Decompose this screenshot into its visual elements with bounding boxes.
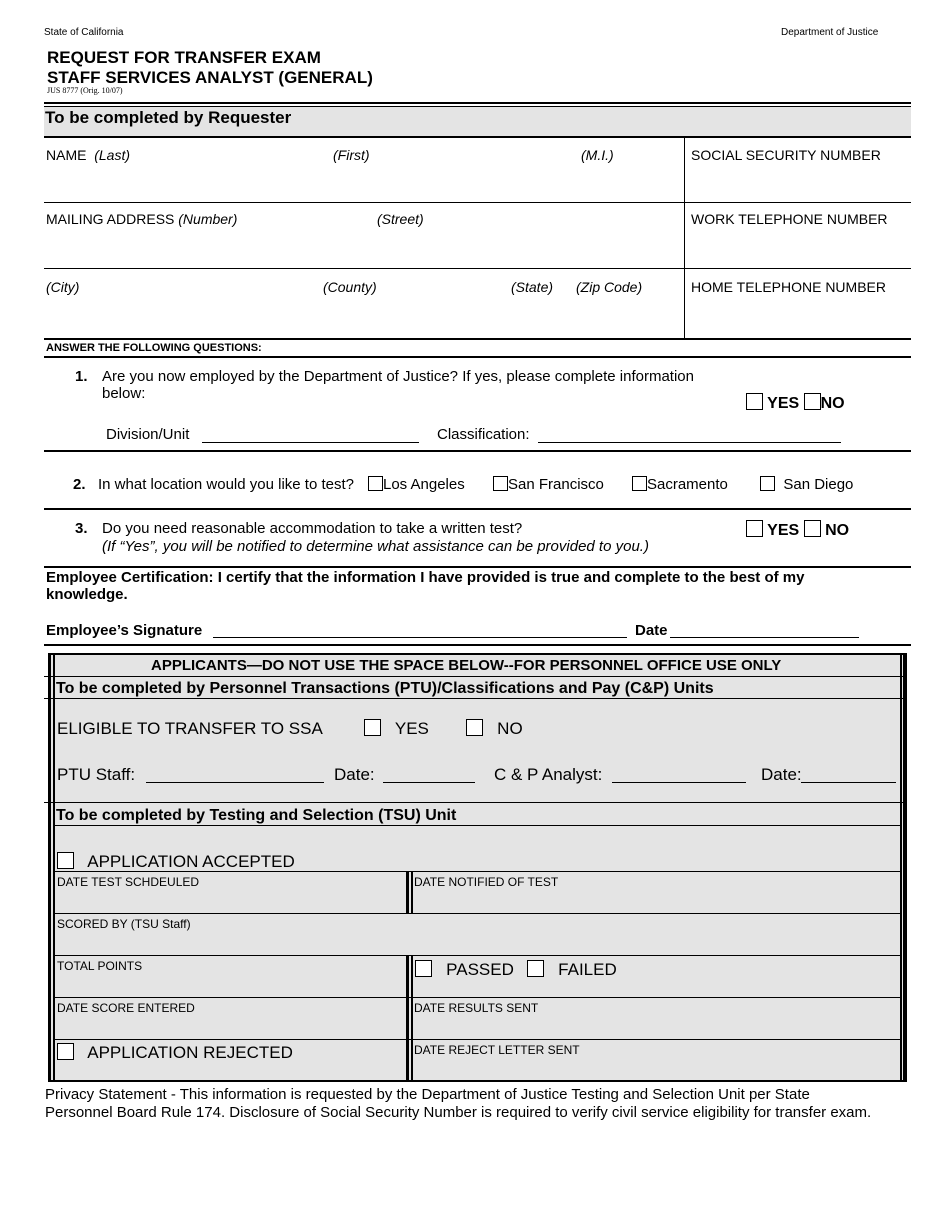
eligible-no-label: NO bbox=[497, 719, 523, 738]
passed-option[interactable] bbox=[415, 960, 514, 980]
date-test-scheduled-field[interactable]: DATE TEST SCHDEULED bbox=[57, 875, 200, 889]
middle-initial-label: (M.I.) bbox=[581, 147, 614, 163]
san-francisco-label: San Francisco bbox=[508, 476, 604, 493]
sacramento-checkbox[interactable] bbox=[632, 476, 647, 491]
cp-date-line[interactable] bbox=[801, 766, 896, 783]
privacy-line2: Personnel Board Rule 174. Disclosure of Social Security Number is required to verify civil service eligibility for transfer exam. bbox=[45, 1104, 872, 1121]
ptu-date-label: Date: bbox=[334, 765, 375, 784]
state-field-label: (State) bbox=[511, 279, 554, 295]
form-title-line1: REQUEST FOR TRANSFER EXAM bbox=[47, 48, 321, 67]
q3-number: 3. bbox=[75, 520, 88, 537]
privacy-line1: Privacy Statement - This information is requested by the Department of Justice Testing and Selection Unit per State bbox=[45, 1086, 810, 1103]
q1-text-line1: Are you now employed by the Department of Justice? If yes, please complete information bbox=[102, 368, 694, 385]
cp-analyst-label: C & P Analyst: bbox=[494, 765, 603, 784]
requester-section-title: To be completed by Requester bbox=[45, 108, 292, 127]
questions-heading: ANSWER THE FOLLOWING QUESTIONS: bbox=[46, 342, 262, 354]
date-score-entered-field[interactable]: DATE SCORE ENTERED bbox=[57, 1001, 195, 1015]
mailing-address-field[interactable] bbox=[46, 211, 237, 227]
ptu-section-title: To be completed by Personnel Transactions (PTU)/Classifications and Pay (C&P) Units bbox=[56, 680, 714, 697]
zip-label: (Zip Code) bbox=[576, 279, 643, 295]
state-label: State of California bbox=[44, 27, 124, 38]
san-diego-label: San Diego bbox=[783, 476, 854, 493]
signature-date-line[interactable] bbox=[670, 622, 859, 638]
application-rejected-checkbox[interactable] bbox=[57, 1043, 74, 1060]
q1-text-line2: below: bbox=[102, 385, 146, 402]
los-angeles-label: Los Angeles bbox=[383, 476, 465, 493]
passed-checkbox[interactable] bbox=[415, 960, 432, 977]
q1-yes-checkbox[interactable] bbox=[746, 393, 763, 410]
application-accepted-checkbox[interactable] bbox=[57, 852, 74, 869]
department-label: Department of Justice bbox=[781, 27, 879, 38]
date-results-sent-field[interactable]: DATE RESULTS SENT bbox=[414, 1001, 539, 1015]
tsu-section-title: To be completed by Testing and Selection (TSU) Unit bbox=[56, 807, 457, 824]
q3-yes-label: YES bbox=[767, 522, 800, 539]
home-phone-field[interactable]: HOME TELEPHONE NUMBER bbox=[691, 279, 886, 295]
failed-option[interactable] bbox=[527, 960, 617, 980]
application-accepted[interactable] bbox=[57, 852, 295, 872]
date-notified-field[interactable]: DATE NOTIFIED OF TEST bbox=[414, 875, 559, 889]
form-title-line2: STAFF SERVICES ANALYST (GENERAL) bbox=[47, 68, 373, 87]
failed-checkbox[interactable] bbox=[527, 960, 544, 977]
q1-yes-label: YES bbox=[767, 395, 800, 412]
q3-no-label: NO bbox=[825, 522, 850, 539]
signature-label: Employee’s Signature bbox=[46, 622, 203, 639]
street-number-label: (Number) bbox=[178, 211, 238, 227]
q3-no-checkbox[interactable] bbox=[804, 520, 821, 537]
date-reject-letter-field[interactable]: DATE REJECT LETTER SENT bbox=[414, 1043, 580, 1057]
division-unit-line[interactable] bbox=[202, 426, 419, 443]
sacramento-label: Sacramento bbox=[647, 476, 728, 493]
los-angeles-checkbox[interactable] bbox=[368, 476, 383, 491]
q3-text-line1: Do you need reasonable accommodation to take a written test? bbox=[102, 520, 523, 537]
q2-number: 2. bbox=[73, 476, 86, 493]
cp-date-label: Date: bbox=[761, 765, 802, 784]
certification-line2: knowledge. bbox=[46, 586, 128, 603]
q3-answer bbox=[746, 520, 849, 540]
certification-line1: Employee Certification: I certify that the information I have provided is true and complete to the best of my bbox=[46, 569, 805, 586]
ptu-staff-label: PTU Staff: bbox=[57, 765, 136, 784]
eligible-no[interactable] bbox=[466, 719, 523, 739]
q1-no-label: NO bbox=[820, 395, 845, 412]
form-number: JUS 8777 (Orig. 10/07) bbox=[47, 86, 123, 95]
san-diego-checkbox[interactable] bbox=[760, 476, 775, 491]
eligible-yes[interactable] bbox=[364, 719, 429, 739]
q1-no-checkbox[interactable] bbox=[804, 393, 821, 410]
last-name-label: (Last) bbox=[94, 147, 131, 163]
county-label: (County) bbox=[323, 279, 377, 295]
q1-number: 1. bbox=[75, 368, 88, 385]
ptu-staff-line[interactable] bbox=[146, 766, 324, 783]
location-sacramento[interactable] bbox=[632, 476, 728, 493]
division-unit-label: Division/Unit bbox=[106, 426, 190, 443]
ssn-field[interactable]: SOCIAL SECURITY NUMBER bbox=[691, 147, 881, 163]
signature-line[interactable] bbox=[213, 622, 627, 638]
eligible-yes-label: YES bbox=[394, 719, 429, 738]
signature-date-label: Date bbox=[635, 622, 668, 639]
name-field[interactable] bbox=[46, 147, 130, 163]
q2-text: In what location would you like to test? bbox=[98, 476, 354, 493]
mailing-address-label: MAILING ADDRESS bbox=[46, 211, 175, 227]
scored-by-field[interactable]: SCORED BY (TSU Staff) bbox=[57, 917, 191, 931]
city-field[interactable]: (City) bbox=[46, 279, 80, 295]
eligible-yes-checkbox[interactable] bbox=[364, 719, 381, 736]
application-rejected-label: APPLICATION REJECTED bbox=[87, 1043, 293, 1062]
passed-label: PASSED bbox=[446, 960, 514, 979]
application-accepted-label: APPLICATION ACCEPTED bbox=[87, 852, 295, 871]
street-label: (Street) bbox=[377, 211, 424, 227]
ptu-date-line[interactable] bbox=[383, 766, 475, 783]
name-label: NAME bbox=[46, 147, 87, 163]
eligible-label: ELIGIBLE TO TRANSFER TO SSA bbox=[57, 719, 323, 738]
application-rejected[interactable] bbox=[57, 1043, 293, 1063]
eligible-no-checkbox[interactable] bbox=[466, 719, 483, 736]
san-francisco-checkbox[interactable] bbox=[493, 476, 508, 491]
office-use-banner: APPLICANTS—DO NOT USE THE SPACE BELOW--FOR PERSONNEL OFFICE USE ONLY bbox=[151, 657, 782, 674]
classification-line[interactable] bbox=[538, 426, 841, 443]
q3-yes-checkbox[interactable] bbox=[746, 520, 763, 537]
location-san-francisco[interactable] bbox=[493, 476, 604, 493]
total-points-field[interactable]: TOTAL POINTS bbox=[57, 959, 143, 973]
first-name-label: (First) bbox=[333, 147, 370, 163]
classification-label: Classification: bbox=[437, 426, 530, 443]
cp-analyst-line[interactable] bbox=[612, 766, 746, 783]
work-phone-field[interactable]: WORK TELEPHONE NUMBER bbox=[691, 211, 888, 227]
failed-label: FAILED bbox=[558, 960, 617, 979]
q1-answer bbox=[746, 393, 845, 413]
location-los-angeles[interactable] bbox=[368, 476, 465, 493]
location-san-diego[interactable] bbox=[760, 476, 853, 493]
q3-text-line2: (If “Yes”, you will be notified to determine what assistance can be provided to you.) bbox=[102, 538, 649, 555]
